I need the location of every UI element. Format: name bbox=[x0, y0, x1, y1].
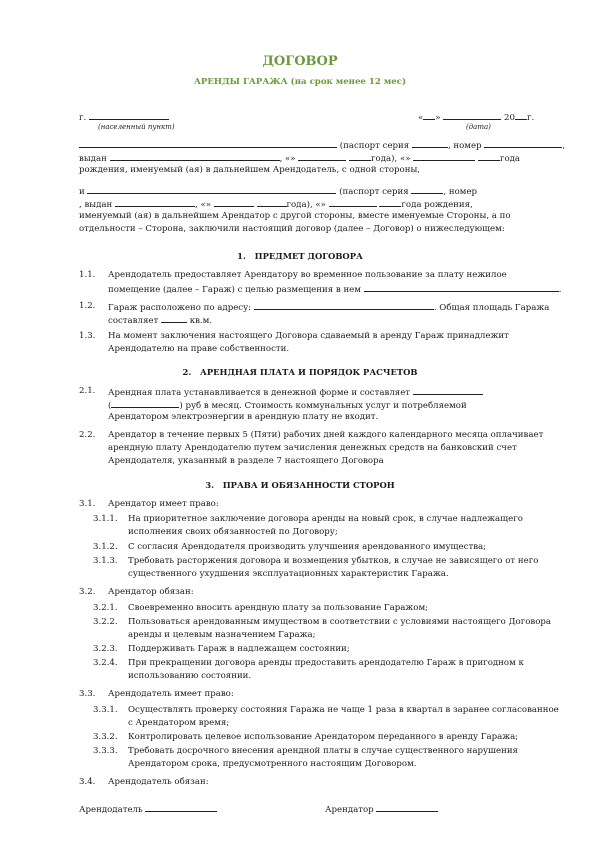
landlord-label: Арендодатель bbox=[79, 805, 143, 815]
clause-3-3-1-line1: Осуществлять проверку состояния Гаража не чаще 1 раза в квартал в заранее согласованное bbox=[128, 705, 559, 715]
clause-2-2-line2: арендную плату Арендодателю путем зачисления денежных средств на банковский счет bbox=[108, 443, 517, 453]
clause-2-1-amount-blank bbox=[413, 386, 483, 395]
party1-year-word: года bbox=[499, 154, 521, 164]
city-prefix: г. bbox=[79, 113, 87, 123]
clause-3-3-1-line2: с Арендатором время; bbox=[128, 718, 230, 728]
party1-issued-label: выдан bbox=[79, 154, 107, 164]
party2-passport-label: (паспорт серия bbox=[339, 187, 409, 197]
party1-name-blank bbox=[79, 139, 337, 148]
party1-issued-blank bbox=[110, 152, 280, 161]
clause-3-3-text: Арендодатель имеет право: bbox=[108, 689, 234, 699]
place-caption: (населенный пункт) bbox=[98, 123, 175, 131]
clause-3-2-1-line1: Своевременно вносить арендную плату за пользование Гаражом; bbox=[128, 603, 429, 613]
year-prefix: 20 bbox=[504, 113, 515, 123]
clause-1-2-address-blank bbox=[254, 301, 434, 310]
party2-line1 bbox=[79, 185, 477, 198]
clause-3-3-2-number: 3.3.2. bbox=[93, 732, 118, 742]
clause-3-2-2-number: 3.2.2. bbox=[93, 617, 118, 627]
party2-line2 bbox=[79, 198, 473, 211]
clause-3-2-2-line1: Пользоваться арендованным имуществом в соответствии с условиями настоящего Договора bbox=[128, 617, 552, 627]
clause-3-2-4-line2: использованию состоянии. bbox=[128, 671, 252, 681]
clause-3-2-3-line1: Поддерживать Гараж в надлежащем состоянии; bbox=[128, 644, 350, 654]
clause-1-2-line2 bbox=[108, 314, 212, 327]
party2-issued-blank bbox=[115, 198, 195, 207]
clause-3-1-3-number: 3.1.3. bbox=[93, 556, 118, 566]
party1-month-blank bbox=[298, 152, 346, 161]
clause-2-1-number: 2.1. bbox=[79, 386, 96, 396]
clause-3-2-4-number: 3.2.4. bbox=[93, 658, 118, 668]
clause-2-1-line1-text: Арендная плата устанавливается в денежной форме и составляет bbox=[108, 388, 411, 398]
place-blank bbox=[89, 111, 169, 120]
clause-1-2-unit: кв.м. bbox=[189, 316, 213, 326]
clause-3-3-3-line2: Арендатором срока, предусмотренного настоящим Договором. bbox=[128, 759, 417, 769]
party1-year-close: года), « bbox=[371, 154, 406, 164]
day-blank bbox=[423, 111, 435, 120]
clause-3-1-number: 3.1. bbox=[79, 499, 96, 509]
clause-2-1-line2-text: ) руб в месяц. Стоимость коммунальных услуг и потребляемой bbox=[179, 401, 467, 411]
clause-1-1-line1: Арендодатель предоставляет Арендатору во временное пользование за плату нежилое bbox=[108, 270, 507, 280]
clause-2-2-number: 2.2. bbox=[79, 430, 96, 440]
clause-3-1-3-line1: Требовать расторжения договора и возмещения убытков, в случае не зависящего от него bbox=[128, 556, 539, 566]
clause-1-2-address-label: Гараж расположено по адресу: bbox=[108, 303, 252, 313]
date-quote-close: » bbox=[435, 113, 441, 123]
party2-month-blank bbox=[214, 198, 254, 207]
party1-line2 bbox=[79, 152, 520, 165]
landlord-signature-blank bbox=[145, 803, 217, 812]
party2-birth-year-blank bbox=[379, 198, 401, 207]
party2-line4: отдельности – Сторона, заключили настоящий договор (далее – Договор) о нижеследующем: bbox=[79, 224, 505, 234]
clause-3-3-2-line1: Контролировать целевое использование Арендатором переданного в аренду Гаража; bbox=[128, 732, 519, 742]
clause-3-1-3-line2: существенного ухудшения эксплуатационных характеристик Гаража. bbox=[128, 569, 449, 579]
party1-number-blank bbox=[484, 139, 562, 148]
party2-series-blank bbox=[411, 185, 443, 194]
clause-1-3-number: 1.3. bbox=[79, 331, 96, 341]
clause-1-1-number: 1.1. bbox=[79, 270, 96, 280]
clause-1-1-purpose-blank bbox=[364, 283, 559, 292]
clause-1-2-area-label: . Общая площадь Гаража bbox=[433, 303, 550, 313]
clause-1-1-line2-text: помещение (далее – Гараж) с целью размещения в нем bbox=[108, 285, 361, 295]
clause-3-2-1-number: 3.2.1. bbox=[93, 603, 118, 613]
party2-year-close: года), « bbox=[286, 200, 321, 210]
party1-passport-label: (паспорт серия bbox=[339, 141, 410, 151]
tenant-signature bbox=[325, 803, 438, 816]
party2-birth-tail: года рождения, bbox=[401, 200, 473, 210]
clause-1-1-line2: помещение (далее – Гараж) с целью размещения в нем . bbox=[108, 285, 562, 295]
clause-2-2-line3: Арендодателя, указанный в разделе 7 настоящего Договора bbox=[108, 456, 384, 466]
party2-line3: именуемый (ая) в дальнейшем Арендатор с другой стороны, вместе именуемые Стороны, а по bbox=[79, 211, 511, 221]
clause-3-2-2-line2: аренды и целевым назначением Гаража; bbox=[128, 630, 316, 640]
party1-series-blank bbox=[412, 139, 448, 148]
party2-number-label: , номер bbox=[443, 187, 478, 197]
landlord-signature bbox=[79, 803, 217, 816]
clause-3-1-1-line2: исполнения своих обязанностей по Договору; bbox=[128, 527, 338, 537]
party2-issued-label: , выдан bbox=[79, 200, 113, 210]
party2-name-blank bbox=[87, 185, 336, 194]
party1-number-label: , номер bbox=[447, 141, 482, 151]
clause-3-1-2-number: 3.1.2. bbox=[93, 542, 118, 552]
clause-1-3-line1: На момент заключения настоящего Договора сдаваемый в аренду Гараж принадлежит bbox=[108, 331, 509, 341]
party2-birth-month-blank bbox=[329, 198, 377, 207]
clause-3-2-3-number: 3.2.3. bbox=[93, 644, 118, 654]
party2-year-blank bbox=[257, 198, 287, 207]
clause-1-2-area-blank bbox=[161, 314, 187, 323]
document-subtitle: АРЕНДЫ ГАРАЖА (на срок менее 12 мес) bbox=[193, 77, 407, 87]
clause-2-1-paren-open: ( bbox=[108, 401, 112, 411]
party1-line3: рождения, именуемый (ая) в дальнейшем Арендодатель, с одной стороны, bbox=[79, 165, 421, 175]
party1-birth-year-blank bbox=[478, 152, 500, 161]
clause-3-3-3-line1: Требовать досрочного внесения арендной платы в случае существенного нарушения bbox=[128, 746, 518, 756]
party1-quote-close: » bbox=[290, 154, 296, 164]
date-caption: (дата) bbox=[466, 123, 491, 131]
clause-3-1-text: Арендатор имеет право: bbox=[108, 499, 219, 509]
section3-title: 3. ПРАВА И ОБЯЗАННОСТИ СТОРОН bbox=[205, 480, 395, 490]
clause-3-4-text: Арендодатель обязан: bbox=[108, 777, 209, 787]
party1-year-blank bbox=[349, 152, 371, 161]
party2-quote-open: , « bbox=[195, 200, 206, 210]
party1-quote-open: , « bbox=[279, 154, 291, 164]
tenant-signature-blank bbox=[376, 803, 438, 812]
clause-3-3-number: 3.3. bbox=[79, 689, 96, 699]
party1-birth-month-blank bbox=[413, 152, 475, 161]
party2-and: и bbox=[79, 187, 85, 197]
section1-title: 1. ПРЕДМЕТ ДОГОВОРА bbox=[237, 251, 363, 261]
section2-title: 2. АРЕНДНАЯ ПЛАТА И ПОРЯДОК РАСЧЕТОВ bbox=[182, 367, 418, 377]
party2-quote-close: » bbox=[205, 200, 212, 210]
clause-1-2-number: 1.2. bbox=[79, 301, 96, 311]
clause-2-1-line3: Арендатором электроэнергии в арендную плату не входит. bbox=[108, 412, 379, 422]
date-quote-open: « bbox=[418, 113, 424, 123]
clause-1-3-line2: Арендодателю на праве собственности. bbox=[108, 344, 290, 354]
clause-3-4-number: 3.4. bbox=[79, 777, 96, 787]
clause-2-1-line1 bbox=[108, 386, 483, 399]
party1-line1: (паспорт серия , номер , bbox=[79, 139, 565, 152]
clause-3-2-4-line1: При прекращении договора аренды предоставить арендодателю Гараж в пригодном к bbox=[128, 658, 524, 668]
clause-3-1-1-line1: На приоритетное заключение договора аренды на новый срок, в случае надлежащего bbox=[128, 514, 523, 524]
clause-1-2-is-label: составляет bbox=[108, 316, 159, 326]
year-suffix: г. bbox=[526, 113, 535, 123]
month-blank bbox=[443, 111, 501, 120]
party2-quote-close-2: » bbox=[320, 200, 326, 210]
clause-3-1-2-line1: С согласия Арендодателя производить улучшения арендованного имущества; bbox=[128, 542, 487, 552]
clause-1-2-line1 bbox=[108, 301, 549, 314]
year-blank bbox=[515, 111, 527, 120]
clause-3-2-number: 3.2. bbox=[79, 587, 96, 597]
party1-quote-close-2: » bbox=[405, 154, 411, 164]
clause-3-2-text: Арендатор обязан: bbox=[108, 587, 194, 597]
clause-3-1-1-number: 3.1.1. bbox=[93, 514, 118, 524]
tenant-label: Арендатор bbox=[325, 805, 374, 815]
clause-2-1-line2 bbox=[108, 399, 467, 412]
clause-2-1-amount-words-blank bbox=[111, 399, 179, 408]
document-title: ДОГОВОР bbox=[262, 54, 338, 69]
clause-3-3-3-number: 3.3.3. bbox=[93, 746, 118, 756]
clause-2-2-line1: Арендатор в течение первых 5 (Пяти) рабочих дней каждого календарного месяца оплачивает bbox=[108, 430, 544, 440]
clause-3-3-1-number: 3.3.1. bbox=[93, 705, 118, 715]
